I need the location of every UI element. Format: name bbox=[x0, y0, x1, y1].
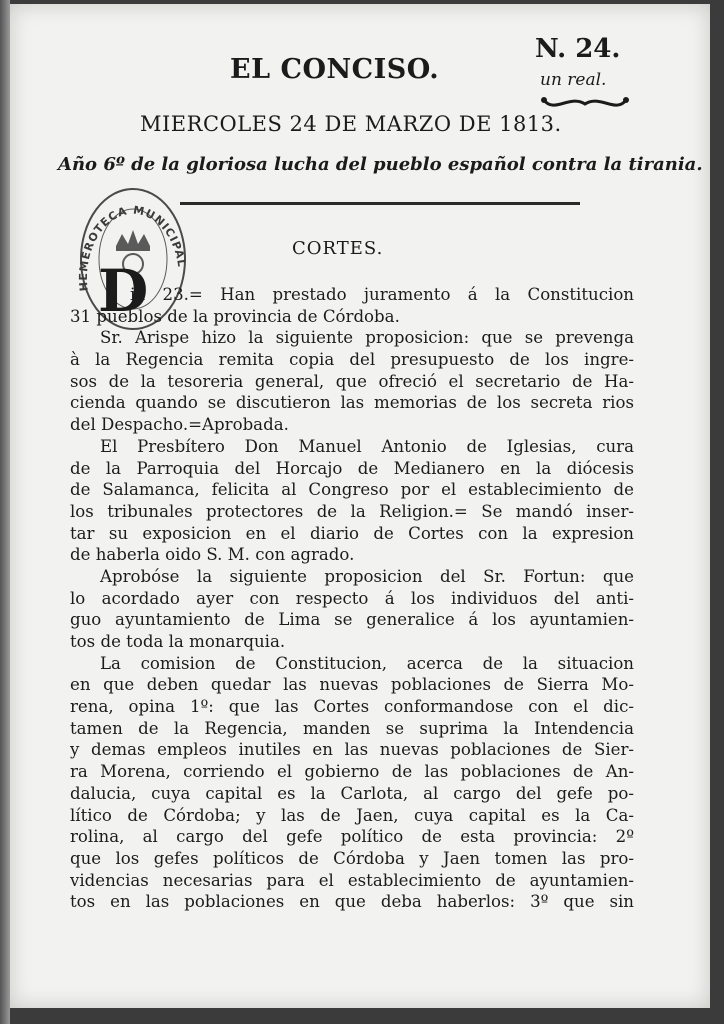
text-line: lítico de Córdoba; y las de Jaen, cuya capital es la Ca- bbox=[70, 805, 634, 825]
text-line: Sr. Arispe hizo la siguiente proposicion: que se prevenga bbox=[100, 328, 634, 348]
text-line: tos en las poblaciones en que deba haberlos: 3º que sin bbox=[70, 892, 634, 912]
flourish-ornament-icon bbox=[540, 92, 630, 114]
text-line: La comision de Constitucion, acerca de la situacion bbox=[100, 653, 634, 673]
newspaper-page bbox=[10, 4, 710, 1008]
text-line: y demas empleos inutiles en las nuevas poblaciones de Sier- bbox=[70, 740, 634, 760]
issue-number: N. 24. bbox=[535, 34, 621, 64]
text-line: del Despacho.=Aprobada. bbox=[70, 415, 289, 435]
header-rule bbox=[180, 202, 580, 205]
drop-cap: D bbox=[98, 257, 149, 325]
text-line: los tribunales protectores de la Religion.= Se mandó inser- bbox=[70, 501, 634, 521]
text-line: que los gefes políticos de Córdoba y Jaen tomen las pro- bbox=[70, 848, 634, 868]
text-line: lo acordado ayer con respecto á los individuos del anti- bbox=[70, 588, 634, 608]
price-label: un real. bbox=[540, 70, 607, 90]
text-line: tos de toda la monarquia. bbox=[70, 632, 286, 651]
text-line: ia 23.= Han prestado juramento á la Constitucion bbox=[130, 285, 634, 304]
text-line: de haberla oido S. M. con agrado. bbox=[70, 545, 355, 565]
text-line: El Presbítero Don Manuel Antonio de Iglesias, cura bbox=[100, 436, 634, 456]
text-line: tar su exposicion en el diario de Cortes con la expresion bbox=[70, 523, 634, 543]
text-line: rolina, al cargo del gefe político de esta provincia: 2º bbox=[70, 827, 634, 847]
text-line: Aprobóse la siguiente proposicion del Sr. Fortun: que bbox=[100, 566, 634, 586]
subtitle-motto: Año 6º de la gloriosa lucha del pueblo español contra la tirania. bbox=[58, 154, 703, 175]
text-line: guo ayuntamiento de Lima se generalice á los ayuntamien- bbox=[70, 610, 634, 630]
page-edge bbox=[0, 0, 10, 1024]
article-body bbox=[70, 284, 634, 913]
dateline: MIERCOLES 24 DE MARZO DE 1813. bbox=[140, 112, 562, 136]
text-line: de la Parroquia del Horcajo de Medianero en la diócesis bbox=[70, 458, 634, 478]
text-line: en que deben quedar las nuevas poblaciones de Sierra Mo- bbox=[70, 675, 634, 695]
text-line: sos de la tesoreria general, que ofreció el secretario de Ha- bbox=[70, 371, 634, 391]
section-heading: CORTES. bbox=[292, 238, 384, 259]
text-line: dalucia, cuya capital es la Carlota, al cargo del gefe po- bbox=[70, 783, 634, 803]
text-line: tamen de la Regencia, manden se suprima la Intendencia bbox=[70, 718, 634, 738]
text-line: rena, opina 1º: que las Cortes conformandose con el dic- bbox=[70, 697, 634, 717]
masthead-title: EL CONCISO. bbox=[230, 54, 440, 85]
text-line: à la Regencia remita copia del presupuesto de los ingre- bbox=[70, 350, 634, 370]
text-line: de Salamanca, felicita al Congreso por el establecimiento de bbox=[70, 480, 634, 500]
text-line: videncias necesarias para el establecimiento de ayuntamien- bbox=[70, 870, 634, 890]
text-line: cienda quando se discutieron las memorias de los secreta rios bbox=[70, 393, 634, 413]
text-line: ra Morena, corriendo el gobierno de las poblaciones de An- bbox=[70, 762, 634, 782]
text-line: 31 pueblos de la provincia de Córdoba. bbox=[70, 306, 400, 326]
stamp-text: HEMEROTECA MUNICIPAL bbox=[76, 203, 189, 292]
